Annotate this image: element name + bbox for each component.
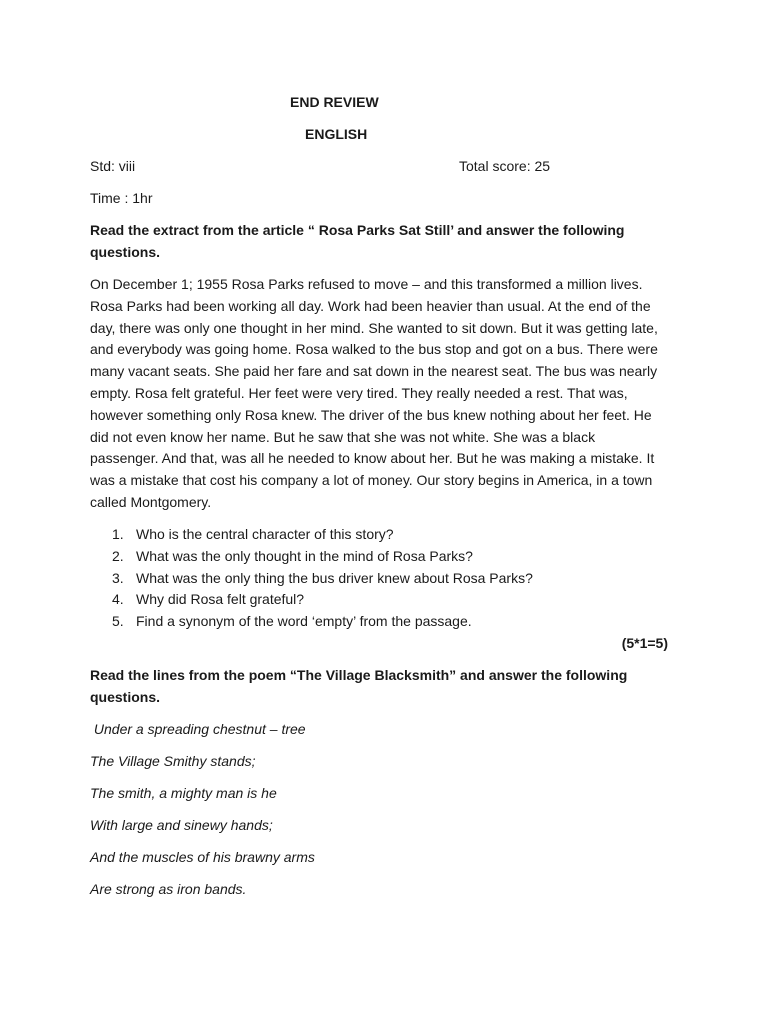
question-item [112,524,533,546]
passage-line: day, there was only one thought in her mind. She wanted to sit down. But it was getting late, [90,319,658,336]
question-number: 3. [112,569,124,586]
question-text: Why did Rosa felt grateful? [136,591,305,608]
question-item [112,589,533,611]
question-item [112,546,533,568]
section1-marks: (5*1=5) [621,635,668,651]
passage-line: many vacant seats. She paid her fare and sat down in the nearest seat. The bus was nearly [90,363,658,380]
section2-instruction [90,665,680,709]
std-label: Std: viii [90,158,136,174]
question-text: Find a synonym of the word ‘empty’ from the passage. [136,613,472,630]
passage-line: did not even know her name. But he saw that she was not white. She was a black [90,428,596,445]
question-text: Who is the central character of this story? [136,526,394,542]
passage-line: called Montgomery. [90,493,212,510]
time-label: Time : 1hr [90,190,153,206]
passage-line: empty. Rosa felt grateful. Her feet were very tired. They really needed a rest. That was, [90,384,628,401]
section1-instruction-line2: questions. [90,243,161,260]
question-list [112,524,533,633]
passage-line: was a mistake that cost his company a lot of money. Our story begins in America, in a town [90,472,653,489]
poem-line: And the muscles of his brawny arms [90,849,315,865]
passage-line: Rosa Parks had been working all day. Work had been heavier than usual. At the end of the [90,297,651,314]
section2-instruction-line2: questions. [90,688,161,705]
total-score-label: Total score: 25 [459,158,551,174]
reading-passage [90,274,682,514]
section1-instruction [90,220,680,264]
question-number: 5. [112,613,124,630]
question-text: What was the only thing the bus driver knew about Rosa Parks? [136,569,533,586]
section1-instruction-line1: Read the extract from the article “ Rosa Parks Sat Still’ and answer the following [90,222,625,238]
question-item [112,568,533,590]
exam-subject: ENGLISH [305,126,368,142]
section2-instruction-line1: Read the lines from the poem “The Village Blacksmith” and answer the following [90,667,628,683]
passage-line: passenger. And that, was all he needed to know about her. But he was making a mistake. It [90,450,655,467]
poem-line: Under a spreading chestnut – tree [90,721,306,737]
poem-line: Are strong as iron bands. [90,881,247,897]
exam-title: END REVIEW [290,94,379,110]
passage-line: however something only Rosa knew. The driver of the bus knew nothing about her feet. He [90,406,652,423]
question-number: 1. [112,526,124,542]
question-number: 2. [112,547,124,564]
poem-line: The smith, a mighty man is he [90,785,277,801]
question-item [112,611,533,633]
poem-line: With large and sinewy hands; [90,817,273,833]
passage-line: On December 1; 1955 Rosa Parks refused to move – and this transformed a million lives. [90,276,643,292]
question-text: What was the only thought in the mind of Rosa Parks? [136,547,473,564]
poem-line: The Village Smithy stands; [90,753,256,769]
question-number: 4. [112,591,124,608]
passage-line: and everybody was going home. Rosa walked to the bus stop and got on a bus. There were [90,341,658,358]
